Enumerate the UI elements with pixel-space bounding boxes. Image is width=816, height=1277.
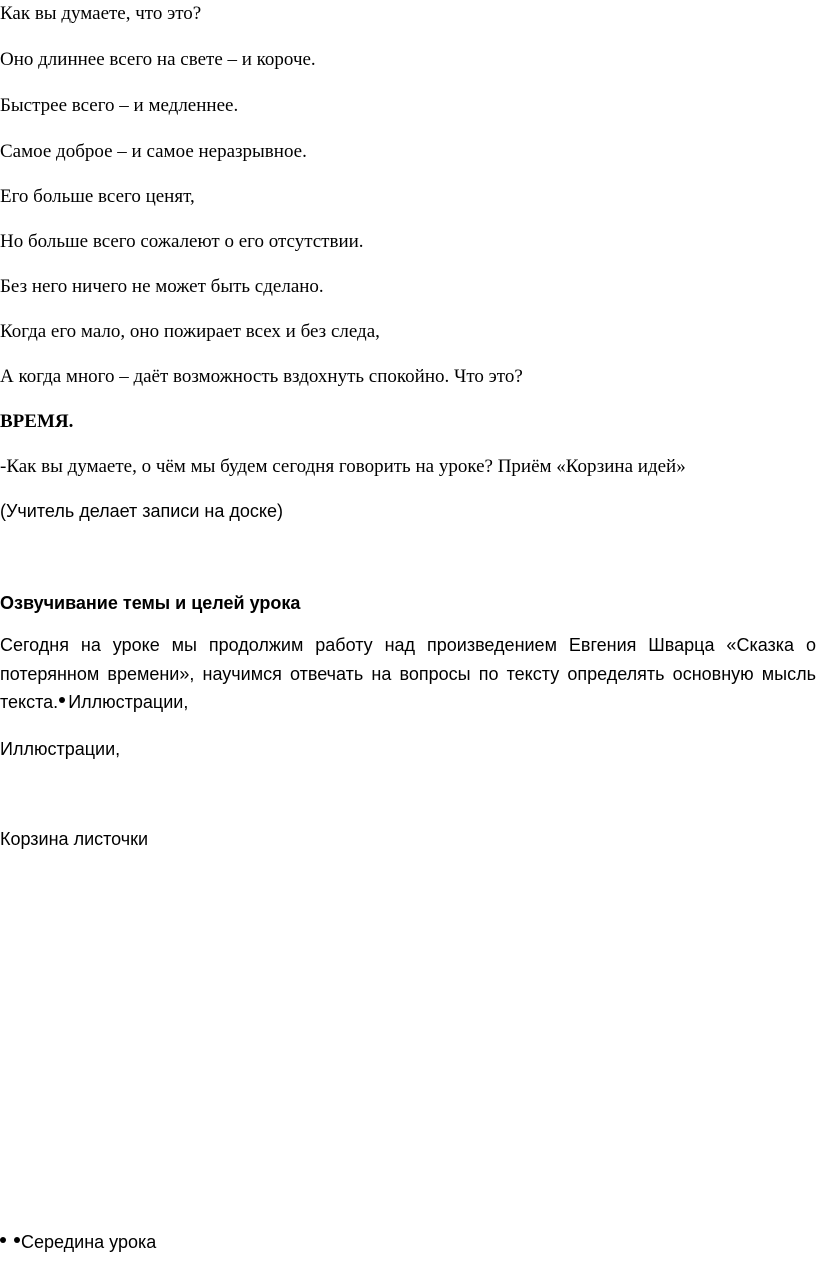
teacher-note: (Учитель делает записи на доске) [0, 501, 283, 521]
riddle-line-4: Самое доброе – и самое неразрывное. [0, 141, 307, 162]
middle-of-lesson-label: Середина урока [21, 1232, 157, 1252]
middle-of-lesson [0, 1230, 156, 1254]
riddle-line-7: Без него ничего не может быть сделано. [0, 276, 324, 297]
riddle-line-6: Но больше всего сожалеют о его отсутствии. [0, 231, 364, 252]
riddle-line-1: Как вы думаете, что это? [0, 3, 202, 24]
section-paragraph-text: Сегодня на уроке мы продолжим работу над произведением Евгения Шварца «Сказка о потерянном времени», научимся отвечать на вопросы по тексту определять основную мысль текста. [0, 635, 816, 712]
bullet-icon [14, 1237, 20, 1243]
riddle-line-2: Оно длиннее всего на свете – и короче. [0, 49, 316, 70]
riddle-line-5: Его больше всего ценят, [0, 186, 195, 207]
bullet-icon [0, 1237, 6, 1243]
section-paragraph [0, 631, 816, 717]
lesson-question: -Как вы думаете, о чём мы будем сегодня говорить на уроке? Приём «Корзина идей» [0, 456, 686, 477]
basket-label: Корзина листочки [0, 829, 149, 849]
illustrations-label: Иллюстрации, [0, 739, 121, 759]
section-heading: Озвучивание темы и целей урока [0, 593, 301, 613]
riddle-line-9: А когда много – даёт возможность вздохнуть спокойно. Что это? [0, 366, 523, 387]
riddle-line-3: Быстрее всего – и медленнее. [0, 95, 239, 116]
riddle-answer: ВРЕМЯ. [0, 411, 74, 432]
section-paragraph-tail: Иллюстрации, [68, 692, 189, 712]
bullet-icon [59, 697, 65, 703]
riddle-line-8: Когда его мало, оно пожирает всех и без следа, [0, 321, 380, 342]
